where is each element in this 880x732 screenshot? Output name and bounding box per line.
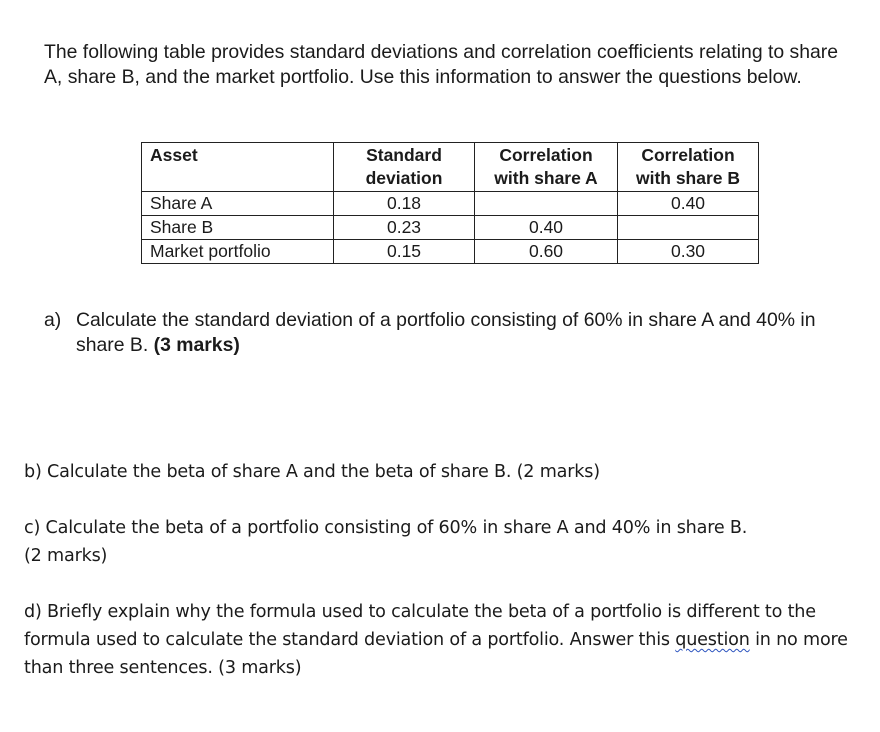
question-c-line2: (2 marks)	[24, 546, 108, 566]
cell-asset: Share A	[142, 192, 334, 216]
question-a	[44, 308, 856, 358]
data-table	[141, 142, 759, 264]
table-row	[142, 240, 759, 264]
question-a-label: a)	[44, 309, 62, 331]
header-asset: Asset	[142, 143, 334, 192]
cell-corr-a	[475, 192, 618, 216]
header-standard-deviation: Standard deviation	[334, 143, 475, 192]
table-row	[142, 192, 759, 216]
question-a-marks: (3 marks)	[153, 334, 240, 356]
cell-corr-b: 0.30	[618, 240, 759, 264]
cell-sd: 0.18	[334, 192, 475, 216]
table-row	[142, 216, 759, 240]
question-c	[24, 514, 854, 570]
table-header-row	[142, 143, 759, 192]
cell-corr-b: 0.40	[618, 192, 759, 216]
header-correlation-a: Correlation with share A	[475, 143, 618, 192]
intro-paragraph: The following table provides standard deviations and correlation coefficients relating to share A, share B, and the market portfolio. Use this information to answer the questions below.	[44, 41, 839, 88]
question-d: d) Briefly explain why the formula used to calculate the beta of a portfolio is different to the formula used to calculate the standard deviation of a portfolio. Answer this question in no more than three sentences. (3 marks)	[24, 602, 848, 678]
cell-sd: 0.23	[334, 216, 475, 240]
cell-asset: Share B	[142, 216, 334, 240]
cell-sd: 0.15	[334, 240, 475, 264]
spellcheck-flagged-word[interactable]: question	[675, 630, 750, 650]
header-correlation-b: Correlation with share B	[618, 143, 759, 192]
cell-corr-b	[618, 216, 759, 240]
question-b: b) Calculate the beta of share A and the beta of share B. (2 marks)	[24, 462, 600, 482]
cell-corr-a: 0.40	[475, 216, 618, 240]
question-a-text: Calculate the standard deviation of a portfolio consisting of 60% in share A and 40% in share B. (3 marks)	[76, 309, 816, 356]
cell-corr-a: 0.60	[475, 240, 618, 264]
question-c-line1: c) Calculate the beta of a portfolio consisting of 60% in share A and 40% in share B.	[24, 518, 748, 538]
cell-asset: Market portfolio	[142, 240, 334, 264]
